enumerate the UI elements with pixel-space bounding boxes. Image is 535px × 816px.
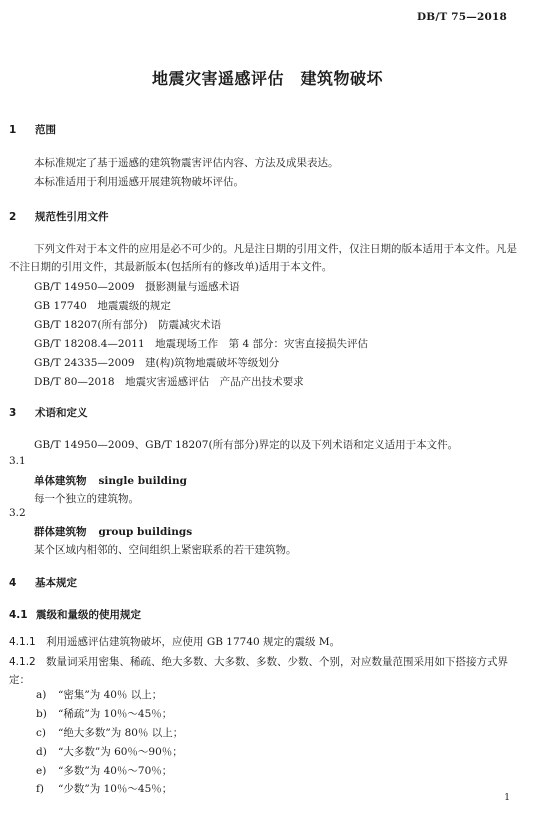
list-item-text: “多数”为 40％～70％；: [58, 765, 173, 777]
term-definition: 每一个独立的建筑物。: [34, 493, 139, 505]
section-number: 1: [9, 124, 17, 136]
reference-item: GB 17740 地震震级的规定: [34, 300, 171, 312]
section-number: 3: [9, 407, 17, 419]
references-intro: 下列文件对于本文件的应用是必不可少的。凡是注日期的引用文件，仅注日期的版本适用于本文件。凡是不注日期的引用文件，其最新版本(包括所有的修改单)适用于本文件。: [9, 243, 517, 273]
list-item: [36, 744, 183, 759]
reference-item: DB/T 80—2018 地震灾害遥感评估 产品产出技术要求: [34, 376, 304, 388]
section-title: 规范性引用文件: [35, 211, 109, 223]
term-chinese: 单体建筑物: [34, 475, 87, 487]
term-english: single building: [98, 475, 187, 487]
reference-item: GB/T 18207(所有部分) 防震减灾术语: [34, 319, 222, 331]
list-item-label: d): [36, 746, 47, 758]
section-title: 术语和定义: [35, 407, 88, 419]
list-item-text: “绝大多数”为 80％ 以上；: [58, 727, 184, 739]
list-item-text: “大多数”为 60％～90％；: [58, 746, 183, 758]
reference-item: GB/T 24335—2009 建(构)筑物地震破坏等级划分: [34, 357, 280, 369]
list-item-label: b): [36, 708, 47, 720]
list-item: [36, 781, 172, 796]
section-title: 基本规定: [35, 577, 77, 589]
term-heading: [34, 473, 187, 488]
standard-code-header: DB/T 75—2018: [416, 11, 507, 23]
term-heading: [34, 524, 192, 539]
list-item-label: c): [36, 727, 46, 739]
clause-text: 数量词采用密集、稀疏、绝大多数、大多数、多数、少数、个别，对应数量范围采用如下搭接方式界定：: [9, 656, 508, 686]
term-chinese: 群体建筑物: [34, 526, 87, 538]
clause-number: 4.1.2: [9, 656, 36, 668]
list-item: [36, 763, 172, 778]
reference-item: GB/T 14950—2009 摄影测量与遥感术语: [34, 281, 240, 293]
section-title: 范围: [35, 124, 56, 136]
reference-item: GB/T 18208.4—2011 地震现场工作 第 4 部分：灾害直接损失评估: [34, 338, 368, 350]
terms-intro: GB/T 14950—2009、GB/T 18207(所有部分)界定的以及下列术语和定义适用于本文件。: [34, 439, 459, 451]
list-item: [36, 687, 162, 702]
subsection-4-1-heading: [9, 607, 141, 622]
section-3-heading: [9, 405, 88, 420]
page-number: 1: [504, 793, 510, 803]
list-item-text: “少数”为 10％～45％；: [58, 783, 173, 795]
document-title: 地震灾害遥感评估 建筑物破坏: [151, 69, 383, 88]
list-item-label: e): [36, 765, 47, 777]
list-item-label: a): [36, 689, 47, 701]
term-english: group buildings: [98, 526, 193, 538]
section-number: 2: [9, 211, 17, 223]
list-item-text: “稀疏”为 10％～45％；: [58, 708, 173, 720]
list-item: [36, 725, 183, 740]
term-number: 3.1: [9, 455, 26, 467]
scope-paragraph-1: 本标准规定了基于遥感的建筑物震害评估内容、方法及成果表达。: [34, 157, 339, 169]
clause-text: 利用遥感评估建筑物破坏，应使用 GB 17740 规定的震级 M。: [46, 636, 341, 648]
list-item: [36, 706, 172, 721]
list-item-label: f): [36, 783, 44, 795]
subsection-title: 震级和量级的使用规定: [36, 609, 141, 621]
section-1-heading: [9, 122, 56, 137]
clause-4-1-1: [9, 634, 340, 649]
clause-4-1-2: [9, 653, 525, 689]
list-item-text: “密集”为 40％ 以上；: [58, 689, 163, 701]
term-definition: 某个区域内相邻的、空间组织上紧密联系的若干建筑物。: [34, 544, 297, 556]
section-number: 4: [9, 577, 17, 589]
section-2-heading: [9, 209, 109, 224]
section-4-heading: [9, 575, 77, 590]
scope-paragraph-2: 本标准适用于利用遥感开展建筑物破坏评估。: [34, 176, 244, 188]
term-number: 3.2: [9, 507, 26, 519]
subsection-number: 4.1: [9, 609, 28, 621]
clause-number: 4.1.1: [9, 636, 36, 648]
